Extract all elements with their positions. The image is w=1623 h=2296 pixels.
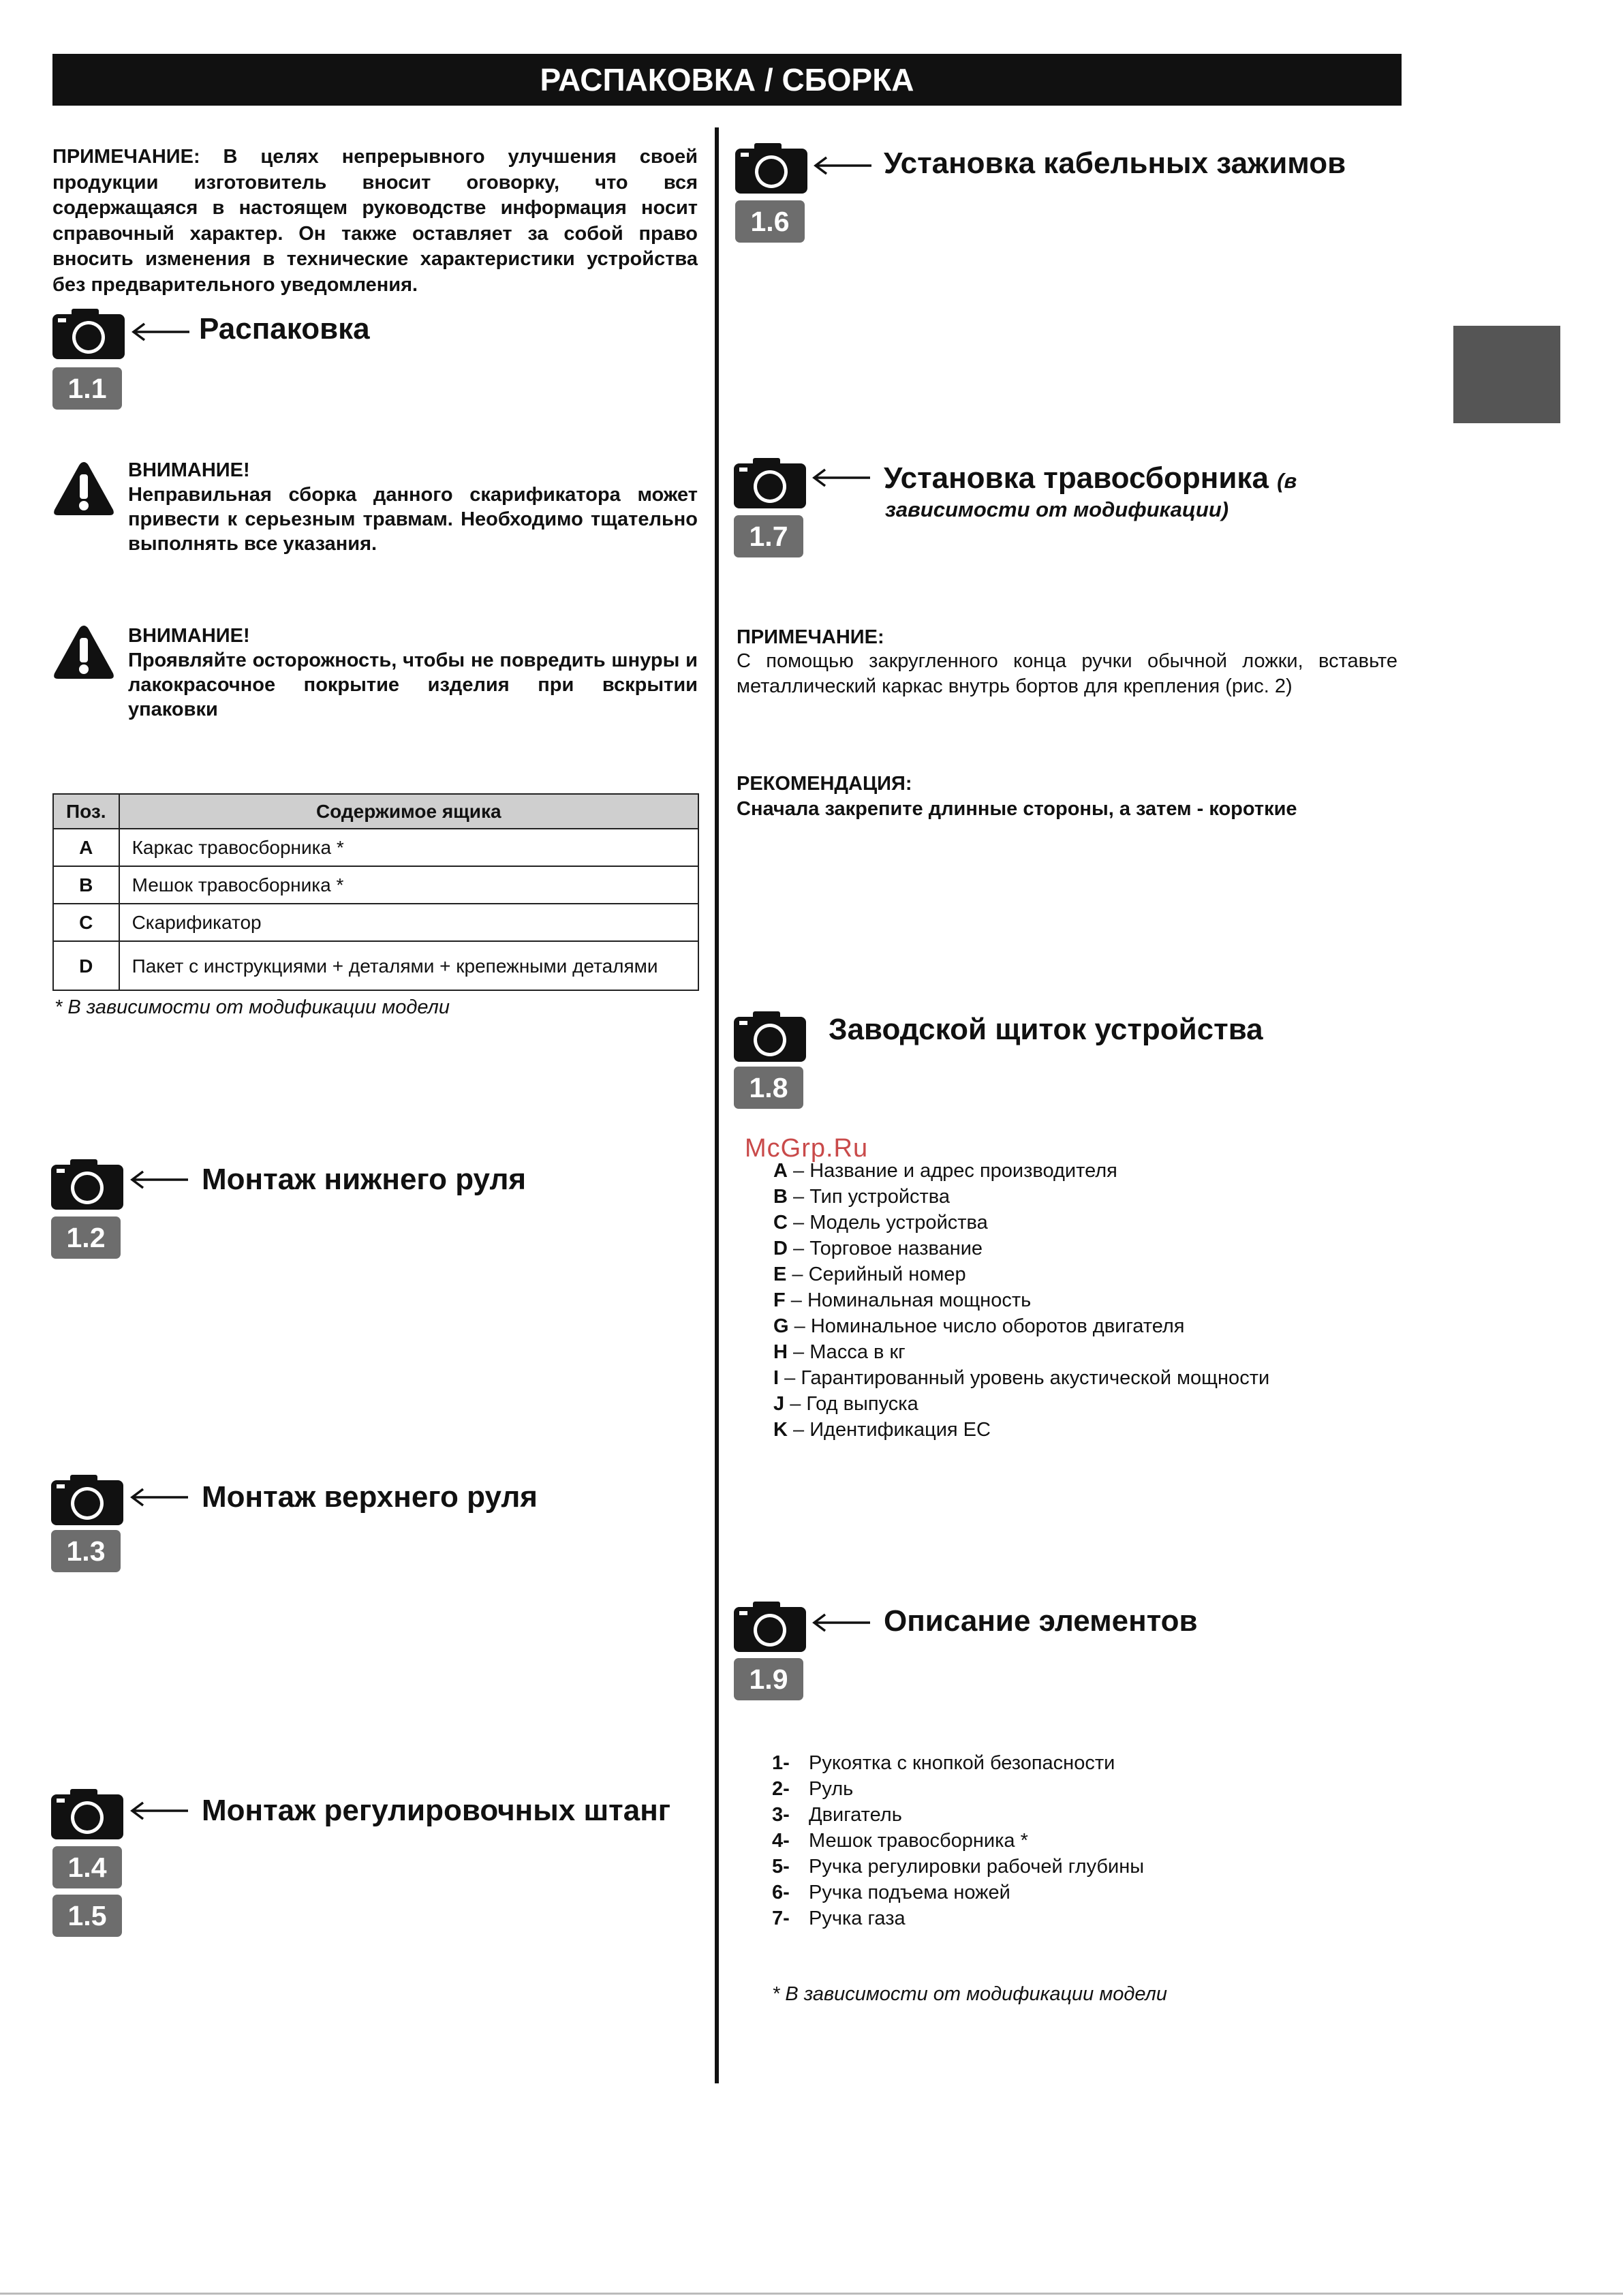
step-badge: 1.4	[52, 1846, 122, 1888]
table-footnote: * В зависимости от модификации модели	[55, 996, 450, 1018]
column-divider	[715, 127, 719, 2083]
list-item: I – Гарантированный уровень акустической мощности	[773, 1367, 1270, 1389]
table-row	[53, 866, 698, 904]
list-item: H – Масса в кг	[773, 1341, 906, 1363]
camera-icon	[51, 1475, 123, 1525]
list-item: G – Номинальное число оборотов двигателя	[773, 1315, 1185, 1337]
warning-text: Неправильная сборка данного скарификатора может привести к серьезным травмам. Необходимо тщательно выполнять все указания.	[128, 484, 698, 555]
note-heading: ПРИМЕЧАНИЕ:	[737, 626, 884, 648]
step-badge: 1.6	[735, 200, 805, 243]
recommendation-text: Сначала закрепите длинные стороны, а затем - короткие	[737, 798, 1297, 820]
warning-heading: ВНИМАНИЕ!	[128, 459, 250, 481]
section-title-text: Установка травосборника	[884, 461, 1269, 495]
table-cell-pos: A	[53, 829, 119, 866]
step-badge: 1.9	[734, 1658, 803, 1700]
arrow-left-icon	[128, 1169, 189, 1190]
warning-icon	[52, 459, 115, 518]
arrow-left-icon	[128, 1801, 189, 1821]
nameplate-legend	[773, 1158, 1269, 1443]
warning-text: Проявляйте осторожность, чтобы не повредить шнуры и лакокрасочное покрытие изделия при вскрытии упаковки	[128, 649, 698, 720]
step-badge: 1.1	[52, 367, 122, 410]
camera-icon	[734, 458, 806, 508]
table-header-pos: Поз.	[53, 794, 119, 829]
step-badge: 1.2	[51, 1216, 121, 1259]
camera-icon	[734, 1602, 806, 1652]
list-item: J – Год выпуска	[773, 1393, 918, 1415]
watermark: McGrp.Ru	[745, 1134, 869, 1163]
section-title-components: Описание элементов	[884, 1604, 1198, 1638]
warning-1	[128, 458, 698, 556]
intro-note: ПРИМЕЧАНИЕ: В целях непрерывного улучшения своей продукции изготовитель вносит оговорку, что вся содержащаяся в настоящем руководстве информация носит справочный характер. Он также оставляет за собой право вносить изменения в технические характеристики устройства без предварительного уведомления.	[52, 146, 698, 296]
camera-icon	[735, 143, 807, 194]
table-cell-pos: B	[53, 866, 119, 904]
camera-icon	[51, 1159, 123, 1210]
arrow-left-icon	[129, 322, 191, 342]
note-text: С помощью закругленного конца ручки обычной ложки, вставьте металлический каркас внутрь бортов для крепления (рис. 2)	[737, 650, 1397, 697]
camera-icon	[52, 309, 125, 359]
step-badge: 1.5	[52, 1895, 122, 1937]
section-title-lower-handle: Монтаж нижнего руля	[202, 1163, 527, 1196]
section-title-nameplate: Заводской щиток устройства	[829, 1013, 1263, 1046]
arrow-left-icon	[128, 1487, 189, 1507]
arrow-left-icon	[812, 155, 873, 176]
list-item: 6- Ручка подъема ножей	[772, 1882, 1010, 1903]
list-item: 1- Рукоятка с кнопкой безопасности	[772, 1752, 1115, 1774]
list-item: B – Тип устройства	[773, 1186, 950, 1208]
recommendation-heading: РЕКОМЕНДАЦИЯ:	[737, 773, 912, 795]
list-item: A – Название и адрес производителя	[773, 1160, 1117, 1182]
warning-2	[128, 624, 698, 722]
warning-icon	[52, 623, 115, 682]
list-item: 7- Ручка газа	[772, 1908, 906, 1929]
step-badge: 1.3	[51, 1530, 121, 1572]
components-list	[772, 1750, 1144, 1931]
list-item: 5- Ручка регулировки рабочей глубины	[772, 1856, 1145, 1878]
table-row	[53, 904, 698, 941]
list-item: K – Идентификация ЕС	[773, 1419, 991, 1441]
camera-icon	[734, 1011, 806, 1062]
table-cell-pos: D	[53, 941, 119, 990]
table-cell-item: Пакет с инструкциями + деталями + крепежными деталями	[119, 941, 698, 990]
section-title-grass-catcher	[884, 461, 1297, 495]
arrow-left-icon	[810, 1612, 871, 1633]
step-badge: 1.7	[734, 515, 803, 557]
page-bottom-rule	[0, 2293, 1623, 2295]
list-item: 3- Двигатель	[772, 1804, 902, 1826]
table-cell-item: Скарификатор	[119, 904, 698, 941]
section-title-upper-handle: Монтаж верхнего руля	[202, 1480, 538, 1514]
list-item: 2- Руль	[772, 1778, 854, 1800]
table-header-contents: Содержимое ящика	[119, 794, 698, 829]
table-row	[53, 829, 698, 866]
table-cell-pos: C	[53, 904, 119, 941]
section-title-suffix: (в	[1277, 469, 1297, 493]
list-item: D – Торговое название	[773, 1238, 983, 1259]
step-badge: 1.8	[734, 1067, 803, 1109]
list-item: E – Серийный номер	[773, 1264, 966, 1285]
page-title: РАСПАКОВКА / СБОРКА	[52, 54, 1402, 106]
warning-heading: ВНИМАНИЕ!	[128, 625, 250, 647]
list-item: C – Модель устройства	[773, 1212, 988, 1234]
components-footnote: * В зависимости от модификации модели	[772, 1983, 1168, 2005]
camera-icon	[51, 1789, 123, 1839]
arrow-left-icon	[810, 468, 871, 488]
table-cell-item: Мешок травосборника *	[119, 866, 698, 904]
section-title-cable-clamps: Установка кабельных зажимов	[884, 147, 1346, 180]
section-title-unpacking: Распаковка	[199, 312, 370, 346]
table-row	[53, 941, 698, 990]
list-item: 4- Мешок травосборника *	[772, 1830, 1028, 1852]
list-item: F – Номинальная мощность	[773, 1289, 1032, 1311]
section-subtitle: зависимости от модификации)	[885, 498, 1229, 521]
section-tab-marker	[1453, 326, 1560, 423]
section-title-adjustment-rods: Монтаж регулировочных штанг	[202, 1794, 671, 1827]
box-contents-table	[52, 793, 699, 991]
table-cell-item: Каркас травосборника *	[119, 829, 698, 866]
